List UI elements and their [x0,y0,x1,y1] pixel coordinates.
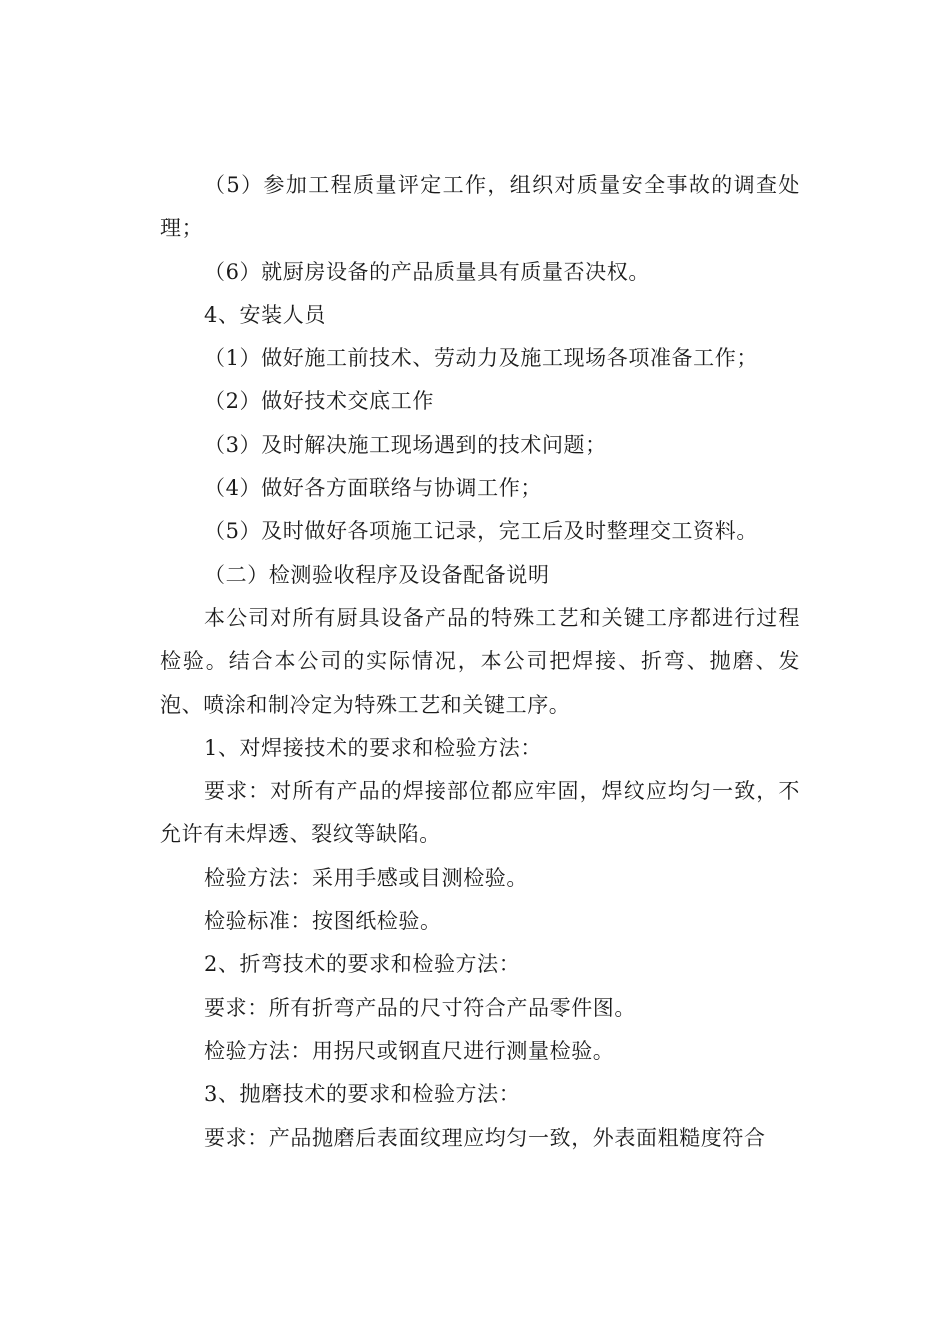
paragraph-polishing-requirement: 要求：产品抛磨后表面纹理应均匀一致，外表面粗糙度符合 [204,1125,766,1150]
paragraph-install-1: （1）做好施工前技术、劳动力及施工现场各项准备工作； [204,346,758,371]
paragraph-welding-method: 检验方法：采用手感或目测检验。 [204,865,528,890]
paragraph-install-3: （3）及时解决施工现场遇到的技术问题； [204,432,607,457]
paragraph-bending-method: 检验方法：用拐尺或钢直尺进行测量检验。 [204,1038,615,1063]
paragraph-install-5: （5）及时做好各项施工记录，完工后及时整理交工资料。 [204,519,758,544]
heading-polishing: 3、抛磨技术的要求和检验方法： [204,1082,521,1107]
paragraph-6-quality-veto: （6）就厨房设备的产品质量具有质量否决权。 [204,259,650,284]
heading-welding: 1、对焊接技术的要求和检验方法： [204,735,542,760]
document-body [160,164,800,1160]
paragraph-bending-requirement: 要求：所有折弯产品的尺寸符合产品零件图。 [204,995,636,1020]
paragraph-5-quality-evaluation: （5）参加工程质量评定工作，组织对质量安全事故的调查处理； [160,173,800,241]
heading-installation-staff: 4、安装人员 [204,302,326,327]
paragraph-welding-requirement: 要求：对所有产品的焊接部位都应牢固，焊纹应均匀一致，不允许有未焊透、裂纹等缺陷。 [160,779,800,847]
paragraph-process-inspection: 本公司对所有厨具设备产品的特殊工艺和关键工序都进行过程检验。结合本公司的实际情况，本公司把焊接、折弯、抛磨、发泡、喷涂和制冷定为特殊工艺和关键工序。 [160,605,800,717]
paragraph-install-4: （4）做好各方面联络与协调工作； [204,476,542,501]
heading-bending: 2、折弯技术的要求和检验方法： [204,952,521,977]
paragraph-welding-standard: 检验标准：按图纸检验。 [204,909,442,934]
paragraph-install-2: （2）做好技术交底工作 [204,389,434,414]
heading-inspection-procedure: （二）检测验收程序及设备配备说明 [204,562,550,587]
